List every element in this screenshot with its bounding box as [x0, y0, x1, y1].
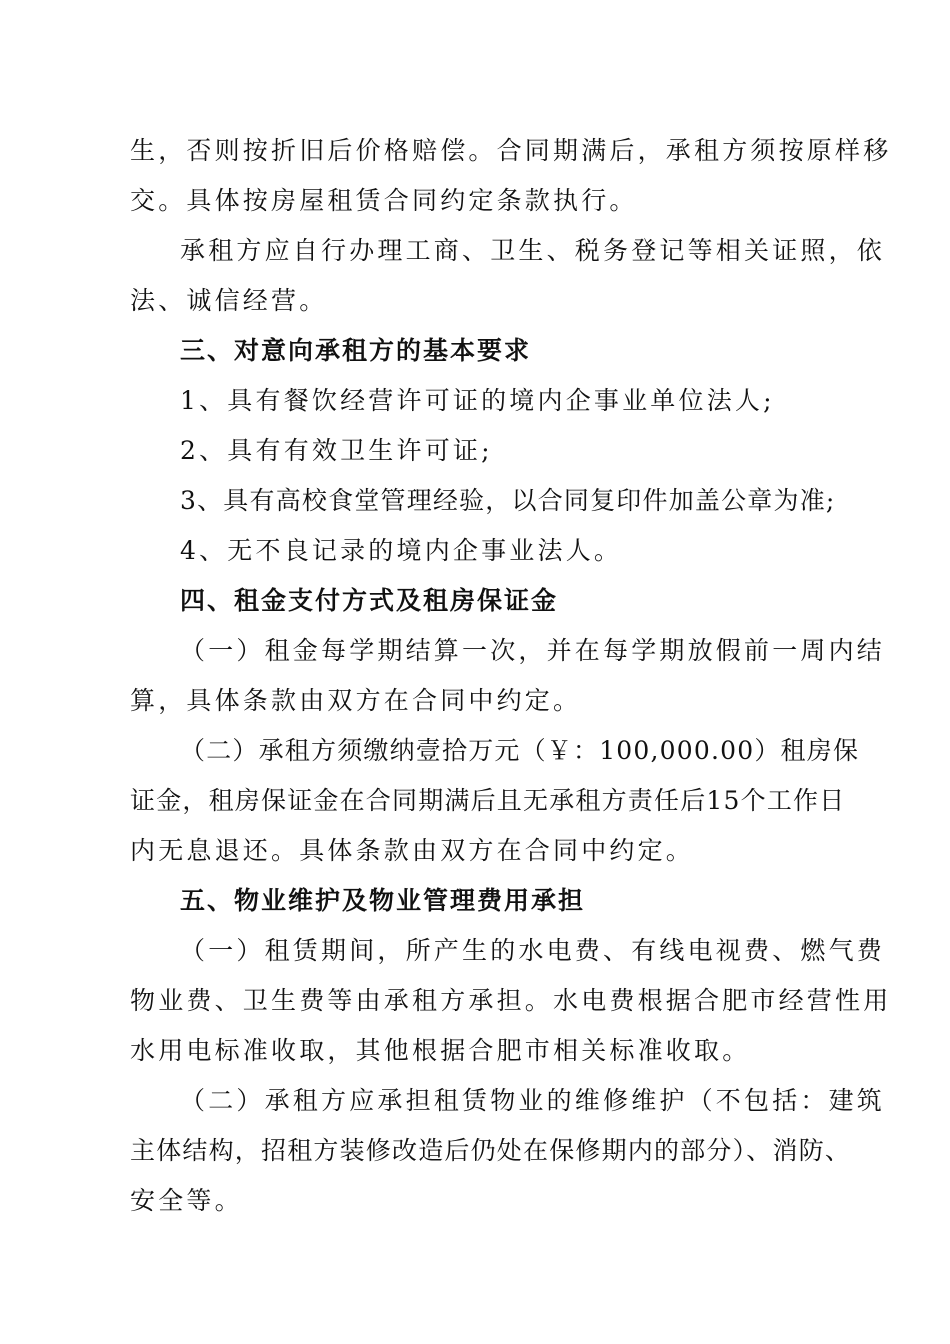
list-item: 1、具有餐饮经营许可证的境内企事业单位法人;: [180, 386, 775, 415]
paragraph-line: 安全等。: [130, 1186, 243, 1215]
paragraph-line: 水用电标准收取，其他根据合肥市相关标准收取。: [130, 1036, 751, 1065]
section-heading: 四、租金支付方式及租房保证金: [180, 586, 559, 615]
paragraph-line: （一）租金每学期结算一次，并在每学期放假前一周内结: [180, 636, 886, 665]
section-heading: 三、对意向承租方的基本要求: [180, 336, 532, 365]
list-item: 4、无不良记录的境内企事业法人。: [180, 536, 623, 565]
paragraph-line: 证金，租房保证金在合同期满后且无承租方责任后15个工作日: [130, 786, 846, 815]
paragraph-line: （二）承租方应承担租赁物业的维修维护（不包括：建筑: [180, 1086, 886, 1115]
paragraph-line: 生，否则按折旧后价格赔偿。合同期满后，承租方须按原样移: [130, 136, 892, 165]
paragraph-line: 承租方应自行办理工商、卫生、税务登记等相关证照，依: [180, 236, 886, 265]
section-heading: 五、物业维护及物业管理费用承担: [180, 886, 586, 915]
paragraph-line: 算，具体条款由双方在合同中约定。: [130, 686, 582, 715]
list-item: 2、具有有效卫生许可证;: [180, 436, 493, 465]
paragraph-line: 内无息退还。具体条款由双方在合同中约定。: [130, 836, 695, 865]
paragraph-line: （一）租赁期间，所产生的水电费、有线电视费、燃气费: [180, 936, 886, 965]
paragraph-line: 物业费、卫生费等由承租方承担。水电费根据合肥市经营性用: [130, 986, 892, 1015]
paragraph-line: 主体结构，招租方装修改造后仍处在保修期内的部分）、消防、: [130, 1136, 852, 1165]
paragraph-line: 交。具体按房屋租赁合同约定条款执行。: [130, 186, 638, 215]
list-item: 3、具有高校食堂管理经验，以合同复印件加盖公章为准;: [180, 486, 836, 515]
paragraph-line: 法、诚信经营。: [130, 286, 328, 315]
paragraph-line: （二）承租方须缴纳壹拾万元（￥：100,000.00）租房保: [180, 736, 860, 765]
